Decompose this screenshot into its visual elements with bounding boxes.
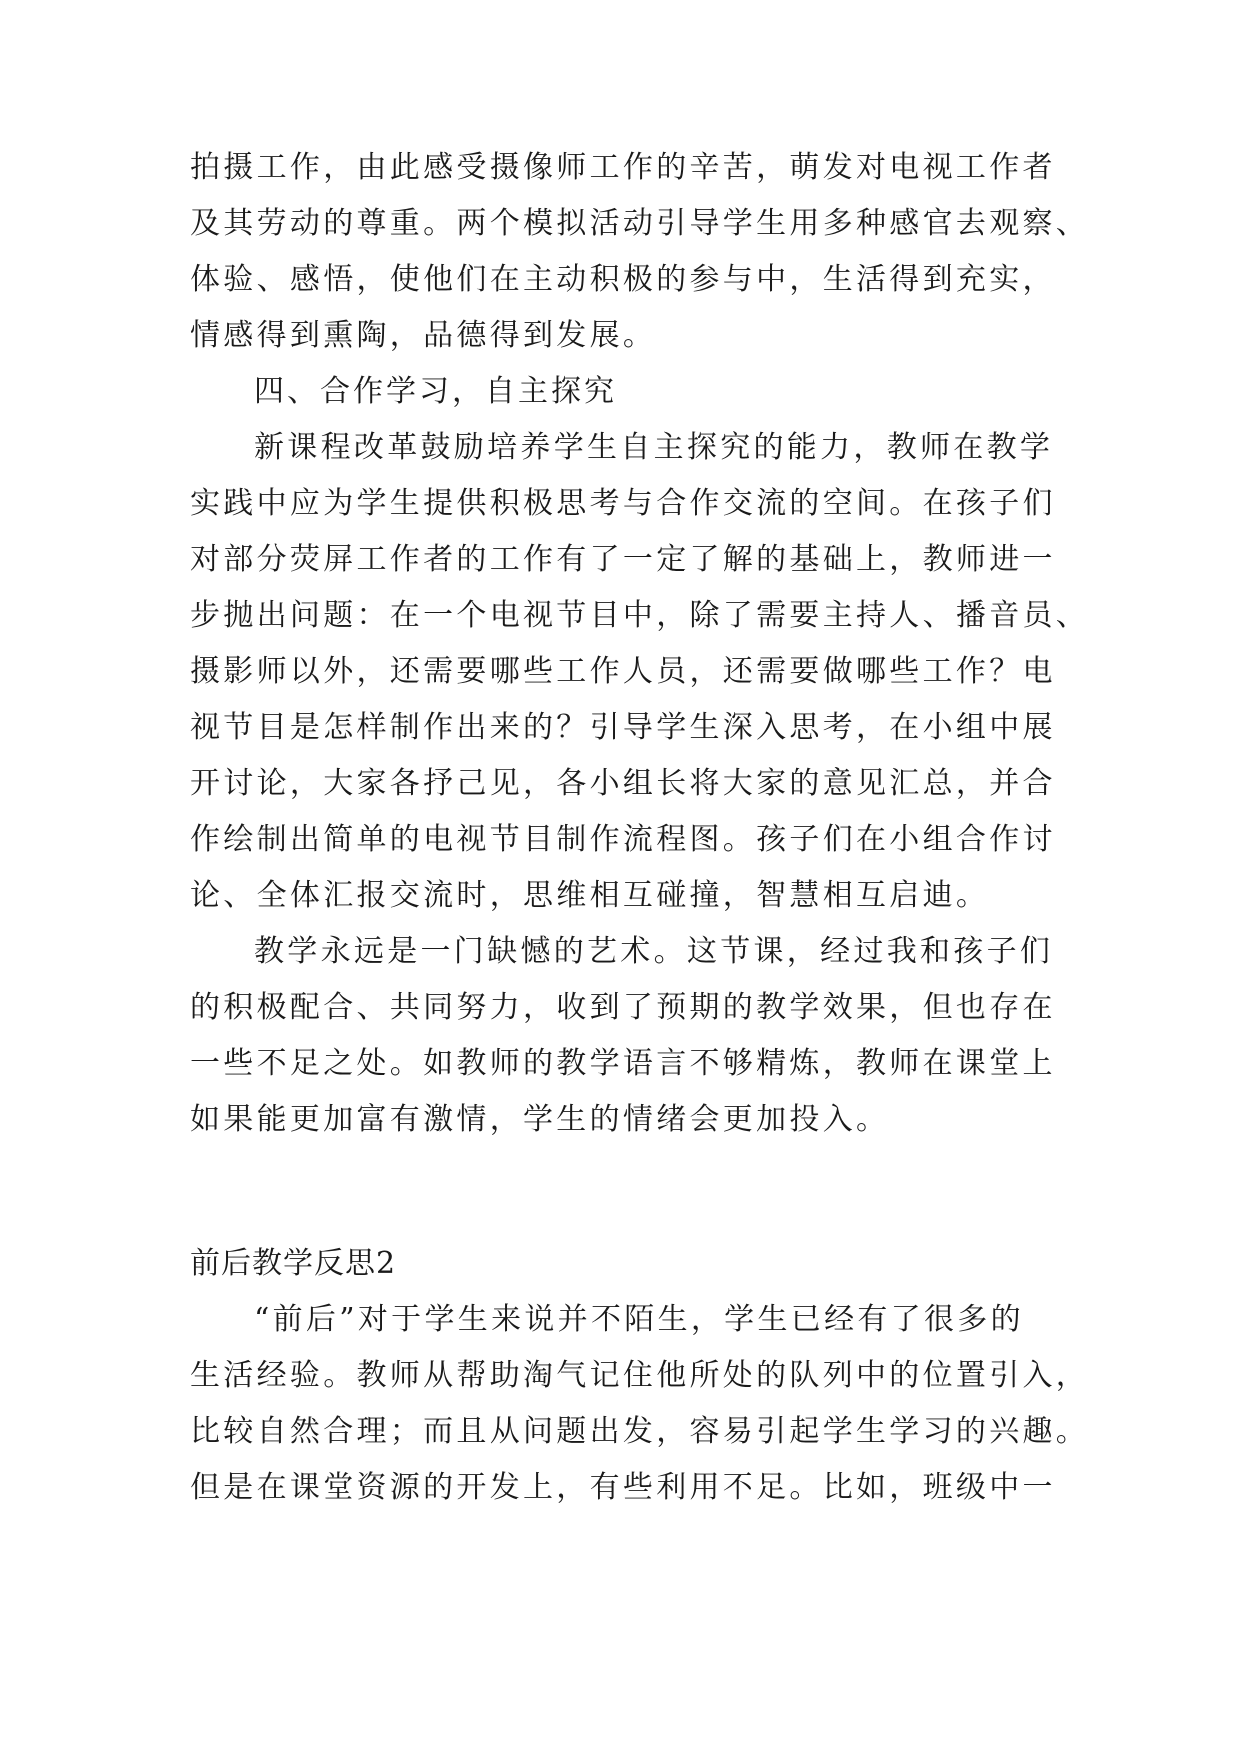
document-title: 前后教学反思2 [190, 1246, 397, 1281]
paragraph-line: 及其劳动的尊重。两个模拟活动引导学生用多种感官去观察、 [190, 206, 1090, 241]
paragraph-line: 生活经验。教师从帮助淘气记住他所处的队列中的位置引入， [190, 1358, 1090, 1393]
paragraph-line: 实践中应为学生提供积极思考与合作交流的空间。在孩子们 [190, 486, 1056, 521]
paragraph-line: 比较自然合理；而且从问题出发，容易引起学生学习的兴趣。 [190, 1414, 1090, 1449]
paragraph-line: 教学永远是一门缺憾的艺术。这节课，经过我和孩子们 [254, 934, 1054, 969]
paragraph-line: 的积极配合、共同努力，收到了预期的教学效果，但也存在 [190, 990, 1056, 1025]
paragraph-line: 情感得到熏陶，品德得到发展。 [190, 318, 657, 353]
paragraph-line: 体验、感悟，使他们在主动积极的参与中，生活得到充实， [190, 262, 1056, 297]
paragraph-line: 论、全体汇报交流时，思维相互碰撞，智慧相互启迪。 [190, 878, 990, 913]
paragraph-line: 但是在课堂资源的开发上，有些利用不足。比如，班级中一 [190, 1470, 1056, 1505]
paragraph-line: 一些不足之处。如教师的教学语言不够精炼，教师在课堂上 [190, 1046, 1056, 1081]
paragraph-line: 拍摄工作，由此感受摄像师工作的辛苦，萌发对电视工作者 [190, 150, 1056, 185]
paragraph-line: 开讨论，大家各抒己见，各小组长将大家的意见汇总，并合 [190, 766, 1056, 801]
section-heading: 四、合作学习，自主探究 [254, 374, 617, 409]
paragraph-line: 作绘制出简单的电视节目制作流程图。孩子们在小组合作讨 [190, 822, 1056, 857]
paragraph-line: 如果能更加富有激情，学生的情绪会更加投入。 [190, 1102, 890, 1137]
paragraph-line: 新课程改革鼓励培养学生自主探究的能力，教师在教学 [254, 430, 1054, 465]
paragraph-line: 步抛出问题：在一个电视节目中，除了需要主持人、播音员、 [190, 598, 1090, 633]
paragraph-line: 对部分荧屏工作者的工作有了一定了解的基础上，教师进一 [190, 542, 1056, 577]
paragraph-line: 视节目是怎样制作出来的？引导学生深入思考，在小组中展 [190, 710, 1056, 745]
paragraph-line: 摄影师以外，还需要哪些工作人员，还需要做哪些工作？电 [190, 654, 1056, 689]
paragraph-line: “前后”对于学生来说并不陌生，学生已经有了很多的 [254, 1302, 1024, 1337]
